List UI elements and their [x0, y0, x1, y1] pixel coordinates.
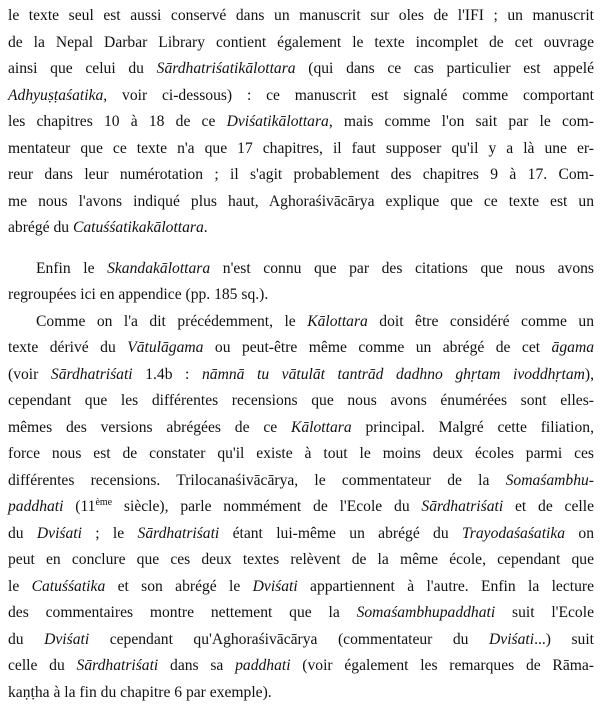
text-run: abrégé du	[8, 219, 73, 236]
italic-title: Somaśambhu-	[506, 472, 594, 489]
text-run: principal. Malgré cette filiation,	[352, 419, 594, 436]
italic-title: paddhati	[8, 498, 63, 515]
italic-title: Trayodaśaśatika	[462, 525, 565, 542]
text-run: cependant qu'Aghoraśivācārya (commentateur du	[89, 631, 489, 648]
italic-title: Sārdhatriśati	[421, 498, 503, 515]
text-run: , mais comme l'on sait par le com-	[329, 113, 594, 130]
text-line	[8, 415, 594, 442]
text-run: reur dans leur numérotation ; il s'agit probablement des chapitres 9 à 17. Com-	[8, 166, 594, 183]
italic-title: Dviśati	[44, 631, 89, 648]
paragraph-2	[8, 256, 594, 309]
text-run: regroupées ici en appendice (pp. 185 sq.).	[8, 286, 268, 303]
text-run: ou peut-être même comme un abrégé de cet	[203, 339, 551, 356]
italic-title: Catuśśatika	[32, 578, 106, 595]
text-run: , voir ci-dessous) : ce manuscrit est signalé comme comportant	[103, 87, 594, 104]
text-run: le texte seul est aussi conservé dans un manuscrit sur oles de l'IFI ; un manuscrit	[8, 7, 594, 24]
text-run: Enfin le	[36, 260, 107, 277]
text-run: on	[565, 525, 594, 542]
text-run: cependant que les différentes recensions que nous avons énumérées sont elles-	[8, 392, 594, 409]
text-run: force nous est de constater qu'il existe à tout le moins deux écoles parmi ces	[8, 445, 594, 462]
text-run: et son abrégé le	[105, 578, 252, 595]
italic-title: Dviśati	[253, 578, 298, 595]
text-run: mentateur que ce texte n'a que 17 chapitres, il faut supposer qu'il y a là une er-	[8, 140, 594, 157]
text-line	[8, 189, 594, 216]
text-run: 1.4b :	[133, 366, 202, 383]
italic-title: Sārdhatriśati	[77, 657, 159, 674]
italic-title: paddhati	[235, 657, 290, 674]
italic-title: Sārdhatriśatikālottara	[157, 60, 296, 77]
text-run: texte dérivé du	[8, 339, 127, 356]
text-line	[8, 494, 594, 521]
text-line	[8, 441, 594, 468]
italic-title: Dviśatikālottara	[227, 113, 329, 130]
text-line	[8, 653, 594, 680]
text-run: du	[8, 525, 37, 542]
text-line	[8, 468, 594, 495]
text-run: du	[8, 631, 44, 648]
text-run: peut en conclure que ces deux textes relèvent de la même école, cependant que	[8, 551, 594, 568]
text-line	[8, 600, 594, 627]
text-line	[8, 162, 594, 189]
text-line	[8, 256, 594, 283]
italic-title: Adhyuṣṭaśatika	[8, 87, 103, 104]
italic-quote: nāmnā tu vātulāt tantrād dadhno ghṛtam ivoddhṛtam	[202, 366, 585, 383]
text-run: ...) suit	[534, 631, 594, 648]
text-run: le	[8, 578, 32, 595]
text-run: appartiennent à l'autre. Enfin la lecture	[298, 578, 594, 595]
text-run: mêmes des versions abrégées de ce	[8, 419, 291, 436]
italic-title: Catuśśatikakālottara	[73, 219, 204, 236]
text-run: siècle), parle nommément de l'Ecole du	[112, 498, 421, 515]
text-run: ainsi que celui du	[8, 60, 157, 77]
text-line	[8, 627, 594, 654]
text-run: Comme on l'a dit précédemment, le	[36, 313, 307, 330]
text-run: les chapitres 10 à 18 de ce	[8, 113, 227, 130]
italic-title: Kālottara	[291, 419, 352, 436]
text-line	[8, 574, 594, 601]
text-run: des commentaires montre nettement que la	[8, 604, 357, 621]
paragraph-1	[8, 3, 594, 242]
text-line	[8, 3, 594, 30]
italic-title: āgama	[552, 339, 594, 356]
italic-title: Dviśati	[37, 525, 82, 542]
italic-title: Sārdhatriśati	[138, 525, 220, 542]
text-line	[8, 680, 594, 706]
text-run: (voir	[8, 366, 51, 383]
italic-title: Dviśati	[489, 631, 534, 648]
text-run: (11	[63, 498, 95, 515]
paragraph-3	[8, 309, 594, 706]
text-run: dans sa	[158, 657, 235, 674]
text-run: n'est connu que par des citations que nous avons	[210, 260, 594, 277]
text-run: suit l'Ecole	[495, 604, 594, 621]
text-line	[8, 309, 594, 336]
text-line	[8, 83, 594, 110]
text-run: .	[204, 219, 208, 236]
text-line	[8, 388, 594, 415]
superscript: ème	[95, 497, 112, 508]
text-run: doit être considéré comme un	[368, 313, 594, 330]
text-run: étant lui-même un abrégé du	[219, 525, 462, 542]
text-run: ),	[585, 366, 594, 383]
text-line	[8, 521, 594, 548]
italic-title: Skandakālottara	[107, 260, 210, 277]
text-line	[8, 109, 594, 136]
italic-title: Vātulāgama	[127, 339, 203, 356]
text-run: (voir également les remarques de Rāma-	[291, 657, 594, 674]
text-run: ; le	[82, 525, 138, 542]
text-line	[8, 56, 594, 83]
text-run: (qui dans ce cas particulier est appelé	[296, 60, 594, 77]
text-line	[8, 335, 594, 362]
italic-title: Kālottara	[307, 313, 368, 330]
text-line	[8, 362, 594, 389]
text-run: et de celle	[503, 498, 594, 515]
text-line	[8, 215, 594, 242]
text-run: celle du	[8, 657, 77, 674]
text-run: différentes recensions. Trilocanaśivācārya, le commentateur de la	[8, 472, 506, 489]
text-line	[8, 30, 594, 57]
text-line	[8, 547, 594, 574]
text-run: kaṇṭha à la fin du chapitre 6 par exemple).	[8, 684, 272, 701]
text-run: me nous l'avons indiqué plus haut, Aghoraśivācārya explique que ce texte est un	[8, 193, 594, 210]
text-run: de la Nepal Darbar Library contient également le texte incomplet de cet ouvrage	[8, 34, 594, 51]
text-line	[8, 282, 594, 309]
italic-title: Somaśambhupaddhati	[357, 604, 496, 621]
text-line	[8, 136, 594, 163]
italic-title: Sārdhatriśati	[51, 366, 133, 383]
